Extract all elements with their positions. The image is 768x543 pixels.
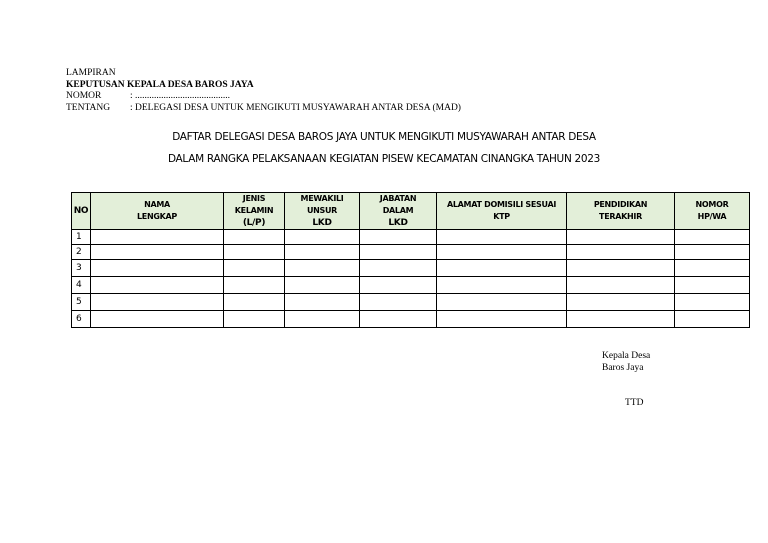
col-header-alamat: ALAMAT DOMISILI SESUAI KTP (437, 193, 567, 230)
cell-jenis-kelamin[interactable] (224, 277, 285, 294)
cell-jabatan[interactable] (360, 230, 437, 245)
cell-nomor-hp[interactable] (675, 245, 750, 260)
cell-jabatan[interactable] (360, 245, 437, 260)
keputusan-title: KEPUTUSAN KEPALA DESA BAROS JAYA (66, 79, 254, 90)
col-header-nomor-hp: NOMOR HP/WA (675, 193, 750, 230)
table-row (72, 294, 750, 311)
cell-alamat[interactable] (437, 277, 567, 294)
nomor-value: : ........................................ (130, 91, 231, 101)
signature-ttd: TTD (625, 398, 644, 408)
row-number: 2 (72, 245, 91, 260)
cell-nomor-hp[interactable] (675, 311, 750, 328)
cell-nama[interactable] (91, 260, 224, 277)
cell-jenis-kelamin[interactable] (224, 260, 285, 277)
cell-jenis-kelamin[interactable] (224, 230, 285, 245)
signature-title-2: Baros Jaya (602, 363, 644, 373)
nomor-label: NOMOR (66, 91, 102, 101)
cell-jabatan[interactable] (360, 277, 437, 294)
cell-alamat[interactable] (437, 294, 567, 311)
nomor-row (66, 91, 461, 103)
cell-alamat[interactable] (437, 230, 567, 245)
cell-alamat[interactable] (437, 245, 567, 260)
cell-nomor-hp[interactable] (675, 294, 750, 311)
lampiran-label: LAMPIRAN (66, 68, 116, 78)
cell-mewakili-unsur[interactable] (285, 245, 360, 260)
cell-jenis-kelamin[interactable] (224, 294, 285, 311)
cell-mewakili-unsur[interactable] (285, 294, 360, 311)
cell-nama[interactable] (91, 230, 224, 245)
document-header (66, 68, 461, 114)
cell-jenis-kelamin[interactable] (224, 311, 285, 328)
table-row (72, 311, 750, 328)
table-row (72, 245, 750, 260)
row-number: 4 (72, 277, 91, 294)
row-number: 3 (72, 260, 91, 277)
cell-nomor-hp[interactable] (675, 277, 750, 294)
document-title-line1: DAFTAR DELEGASI DESA BAROS JAYA UNTUK MENGIKUTI MUSYAWARAH ANTAR DESA (172, 131, 596, 143)
signature-block (602, 350, 650, 374)
col-header-no: NO (72, 193, 91, 230)
row-number: 5 (72, 294, 91, 311)
tentang-row (66, 103, 461, 115)
col-header-mewakili-unsur: MEWAKILI UNSUR LKD (285, 193, 360, 230)
row-number: 1 (72, 230, 91, 245)
cell-nama[interactable] (91, 277, 224, 294)
cell-nama[interactable] (91, 311, 224, 328)
col-header-nama: NAMA LENGKAP (91, 193, 224, 230)
document-title-line2: DALAM RANGKA PELAKSANAAN KEGIATAN PISEW KECAMATAN CINANGKA TAHUN 2023 (167, 153, 601, 165)
cell-pendidikan[interactable] (567, 277, 675, 294)
table-row (72, 277, 750, 294)
cell-pendidikan[interactable] (567, 311, 675, 328)
cell-jabatan[interactable] (360, 260, 437, 277)
signature-title-1: Kepala Desa (602, 351, 651, 361)
tentang-label: TENTANG (66, 102, 111, 113)
cell-mewakili-unsur[interactable] (285, 277, 360, 294)
table-header-row (72, 193, 750, 230)
col-header-pendidikan: PENDIDIKAN TERAKHIR (567, 193, 675, 230)
delegate-table (71, 192, 750, 328)
cell-pendidikan[interactable] (567, 260, 675, 277)
cell-mewakili-unsur[interactable] (285, 260, 360, 277)
cell-mewakili-unsur[interactable] (285, 230, 360, 245)
cell-jabatan[interactable] (360, 294, 437, 311)
cell-nomor-hp[interactable] (675, 230, 750, 245)
col-header-jenis-kelamin: JENIS KELAMIN (L/P) (224, 193, 285, 230)
cell-nama[interactable] (91, 294, 224, 311)
cell-jabatan[interactable] (360, 311, 437, 328)
tentang-value: : DELEGASI DESA UNTUK MENGIKUTI MUSYAWARAH ANTAR DESA (MAD) (130, 102, 461, 113)
cell-mewakili-unsur[interactable] (285, 311, 360, 328)
cell-pendidikan[interactable] (567, 230, 675, 245)
col-header-jabatan: JABATAN DALAM LKD (360, 193, 437, 230)
cell-alamat[interactable] (437, 311, 567, 328)
cell-pendidikan[interactable] (567, 245, 675, 260)
row-number: 6 (72, 311, 91, 328)
cell-pendidikan[interactable] (567, 294, 675, 311)
table-row (72, 260, 750, 277)
cell-jenis-kelamin[interactable] (224, 245, 285, 260)
cell-alamat[interactable] (437, 260, 567, 277)
table-row (72, 230, 750, 245)
cell-nama[interactable] (91, 245, 224, 260)
cell-nomor-hp[interactable] (675, 260, 750, 277)
